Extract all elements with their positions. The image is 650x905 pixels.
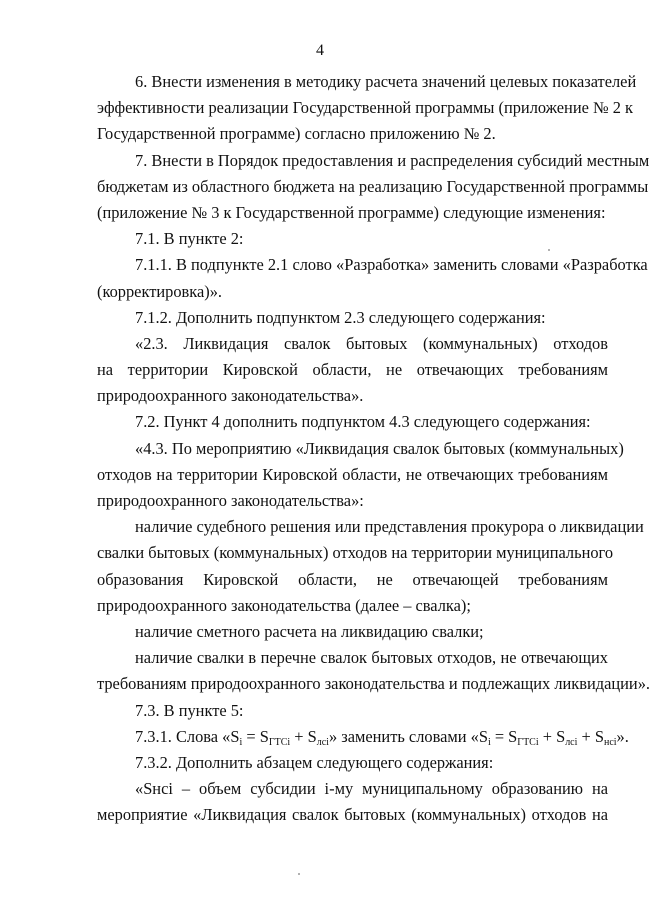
text-line: требованиям природоохранного законодательства и подлежащих ликвидации». bbox=[97, 674, 650, 694]
text-line: (приложение № 3 к Государственной программе) следующие изменения: bbox=[97, 202, 606, 222]
text-line: 7.1. В пункте 2: bbox=[135, 229, 244, 249]
formula-line: 7.3.1. Слова «$S_i = S_{ГТСi} + S_{лсi}$» заменить словами «$S_i = S_{ГТСi} + S_{лсi} + S_{нсi}$». bbox=[135, 726, 629, 748]
text-line: наличие сметного расчета на ликвидацию свалки; bbox=[135, 621, 484, 641]
text-line: природоохранного законодательства (далее – свалка); bbox=[97, 595, 471, 615]
text-line: 7.3. В пункте 5: bbox=[135, 700, 244, 720]
text-line: 7.3.2. Дополнить абзацем следующего содержания: bbox=[135, 752, 494, 772]
text-line: мероприятие «Ликвидация свалок бытовых (коммунальных) отходов на bbox=[97, 805, 608, 825]
text-line: 7.1.1. В подпункте 2.1 слово «Разработка» заменить словами «Разработка bbox=[135, 255, 648, 275]
text-line: «2.3. Ликвидация свалок бытовых (коммунальных) отходов bbox=[135, 333, 608, 353]
text-line: отходов на территории Кировской области, не отвечающих требованиям bbox=[97, 464, 608, 484]
text-line: на территории Кировской области, не отвечающих требованиям bbox=[97, 360, 608, 380]
text-line: (корректировка)». bbox=[97, 281, 223, 301]
text-line: бюджетам из областного бюджета на реализацию Государственной программы bbox=[97, 176, 649, 196]
text-line: образования Кировской области, не отвечающей требованиям bbox=[97, 569, 608, 589]
text-line: 7.1.2. Дополнить подпунктом 2.3 следующего содержания: bbox=[135, 307, 546, 327]
text-line: 7. Внести в Порядок предоставления и распределения субсидий местным bbox=[135, 150, 650, 170]
text-line: эффективности реализации Государственной программы (приложение № 2 к bbox=[97, 98, 633, 118]
text-line: 6. Внести изменения в методику расчета значений целевых показателей bbox=[135, 72, 637, 91]
text-line: 7.2. Пункт 4 дополнить подпунктом 4.3 следующего содержания: bbox=[135, 412, 591, 432]
text-line: свалки бытовых (коммунальных) отходов на территории муниципального bbox=[97, 543, 614, 563]
text-line: «Sнсi – объем субсидии i-му муниципальному образованию на bbox=[135, 779, 608, 799]
text-line: наличие судебного решения или представления прокурора о ликвидации bbox=[135, 517, 644, 537]
scan-speck bbox=[298, 873, 300, 875]
document-body bbox=[97, 69, 650, 828]
text-line: Государственной программе) согласно приложению № 2. bbox=[97, 124, 496, 144]
text-line: наличие свалки в перечне свалок бытовых отходов, не отвечающих bbox=[135, 648, 608, 668]
text-line: природоохранного законодательства». bbox=[97, 386, 364, 406]
text-line: «4.3. По мероприятию «Ликвидация свалок бытовых (коммунальных) bbox=[135, 438, 624, 458]
scan-speck bbox=[548, 249, 550, 251]
page-number: 4 bbox=[316, 42, 324, 59]
text-line: природоохранного законодательства»: bbox=[97, 491, 364, 510]
